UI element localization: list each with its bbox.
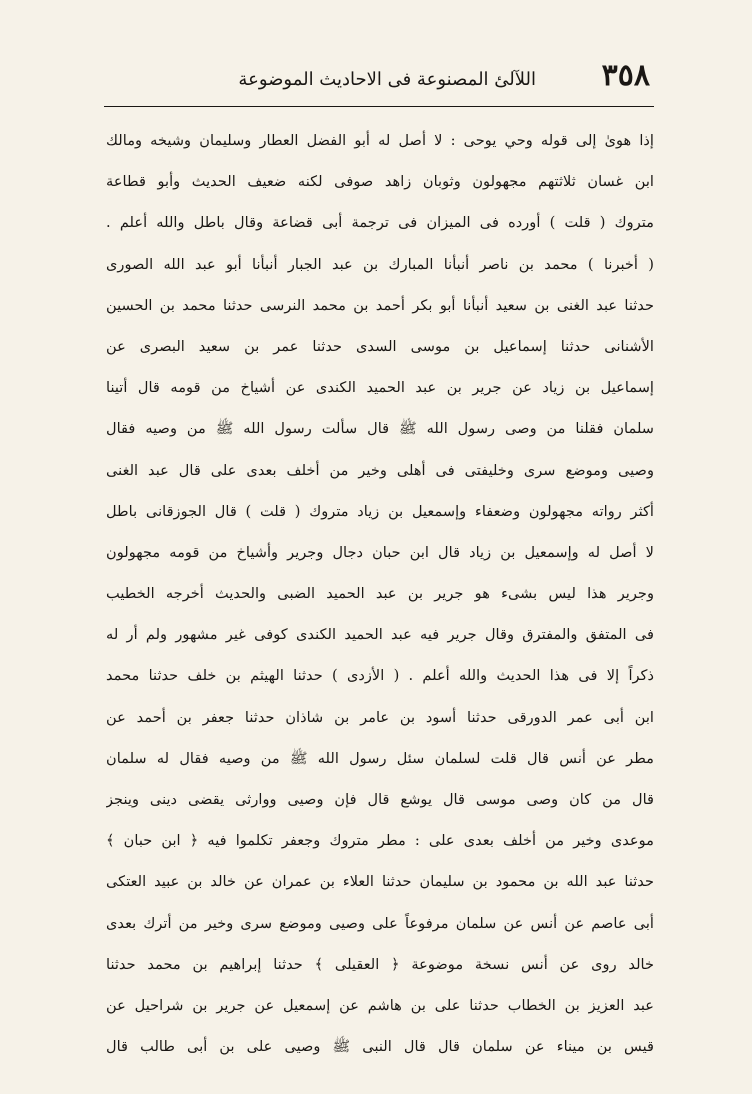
text-line: الأشنانى حدثنا إسماعيل بن موسى السدى حدثنا عمر بن سعيد البصرى عن xyxy=(106,337,654,355)
page-number: ٣٥٨ xyxy=(601,58,650,93)
text-line: سلمان فقلنا من وصى رسول الله ﷺ قال سألت رسول الله ﷺ من وصيه فقال xyxy=(106,420,654,438)
text-line: فى المتفق والمفترق وقال جرير فيه عبد الحميد الكندى كوفى غير مشهور ولم أر له xyxy=(106,626,654,644)
text-line: إذا هوىٰ إلى قوله وحي يوحى : لا أصل له أبو الفضل العطار وسليمان وشيخه ومالك xyxy=(106,132,654,149)
running-title: اللآلئ المصنوعة فى الاحاديث الموضوعة xyxy=(238,69,536,90)
text-line: خالد روى عن أنس نسخة موضوعة ﴿ العقيلى ﴾ حدثنا إبراهيم بن محمد حدثنا xyxy=(106,955,654,973)
text-line: حدثنا عبد الغنى بن سعيد أنبأنا أبو بكر أحمد بن محمد النرسى حدثنا محمد بن الحسين xyxy=(106,296,654,314)
text-line: إسماعيل بن زياد عن جرير بن عبد الحميد الكندى عن أشياخ من قومه قال أتينا xyxy=(106,379,654,397)
text-line: حدثنا عبد الله بن محمود بن سليمان حدثنا العلاء بن عمران عن خالد بن عبيد العتكى xyxy=(106,873,654,891)
text-line: لا أصل له وإسمعيل بن زياد قال ابن حبان دجال وجرير وأشياخ من قومه مجهولون xyxy=(106,543,654,561)
text-line: موعدى وخير من أخلف بعدى على : مطر متروك وجعفر تكلموا فيه ﴿ ابن حبان ﴾ xyxy=(106,832,654,850)
text-line: ذكراً إلا فى هذا الحديث والله أعلم . ( الأزدى ) حدثنا الهيثم بن خلف حدثنا محمد xyxy=(106,667,654,685)
text-line: ابن أبى عمر الدورقى حدثنا أسود بن عامر بن شاذان حدثنا جعفر بن أحمد عن xyxy=(106,708,654,726)
text-line: وجرير هذا ليس بشىء هو جرير بن عبد الحميد الضبى والحديث أخرجه الخطيب xyxy=(106,585,654,603)
text-line: مطر عن أنس قال قلت لسلمان سئل رسول الله ﷺ من وصيه فقال له سلمان xyxy=(106,749,654,767)
text-line: أكثر رواته مجهولون وضعفاء وإسمعيل بن زياد متروك ( قلت ) قال الجوزقانى باطل xyxy=(106,502,654,520)
text-line: ( أخبرنا ) محمد بن ناصر أنبأنا المبارك بن عبد الجبار أنبأنا أبو عبد الله الصورى xyxy=(106,255,654,273)
body-text xyxy=(106,120,654,1067)
text-line: قيس بن ميناء عن سلمان قال قال النبى ﷺ وصيى على بن أبى طالب قال xyxy=(106,1038,654,1056)
text-line: عبد العزيز بن الخطاب حدثنا على بن هاشم عن إسمعيل عن جرير بن شراحيل عن xyxy=(106,996,654,1014)
text-line: قال من كان وصى موسى قال يوشع قال فإن وصيى ووارثى يقضى دينى وينجز xyxy=(106,791,654,808)
page-header xyxy=(118,58,650,102)
text-line: ابن غسان ثلاثتهم مجهولون وثوبان زاهد صوفى لكنه ضعيف الحديث وأبو قطاعة xyxy=(106,173,654,191)
text-line: وصيى وموضع سرى وخليفتى فى أهلى وخير من أخلف بعدى على قال عبد الغنى xyxy=(106,461,654,479)
text-line: أبى عاصم عن أنس عن سلمان مرفوعاً على وصيى وموضع سرى وخير من أترك بعدى xyxy=(106,914,654,932)
header-rule xyxy=(104,106,654,107)
text-line: متروك ( قلت ) أورده فى الميزان فى ترجمة أبى قضاعة وقال باطل والله أعلم . xyxy=(106,214,654,232)
